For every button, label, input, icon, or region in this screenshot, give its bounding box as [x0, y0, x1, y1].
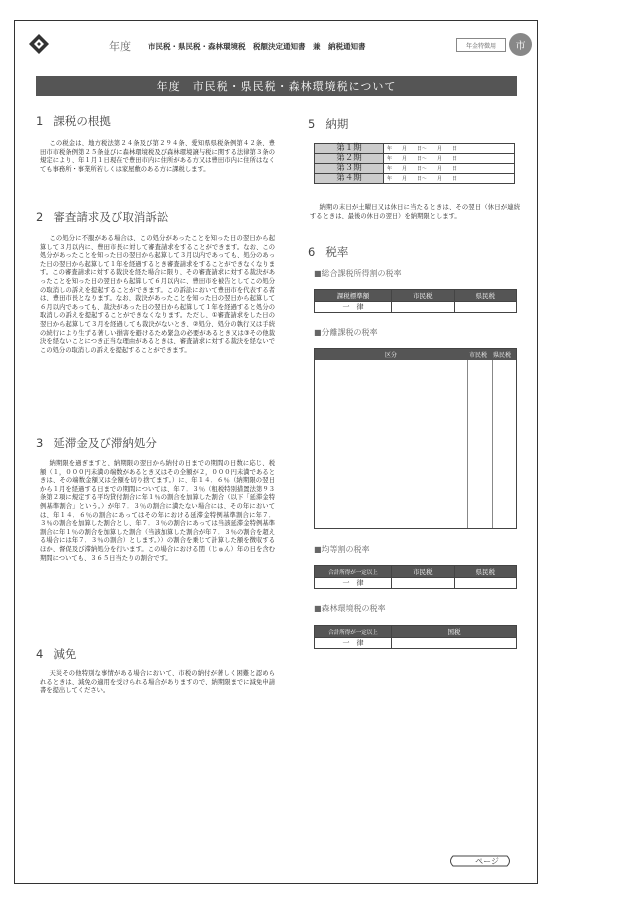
- page-title: 年度 市民税・県民税・森林環境税について: [36, 76, 517, 96]
- kinto-title: ■均等割の税率: [314, 545, 370, 554]
- bunri-rate-table: 区分 市民税 県民税: [314, 348, 517, 529]
- sogo-title: ■総合課税所得割の税率: [314, 269, 402, 278]
- kinto-rate-table: 合計所得が一定以上 市民税 県民税 一 律: [314, 565, 517, 589]
- section-2-title: 2 審査請求及び取消訴訟: [36, 210, 169, 224]
- table-row: 一 律: [315, 578, 517, 589]
- section-1-text: この税金は、地方税法第２４条及び第２９４条、愛知県県税条例第４２条、豊田市市税条例第２５条並びに森林環境税及び森林環境譲与税に関する法律第３条の規定により、年１月１日現在で豊田市内に住所がある方又は豊田市内に住所はなくても事務所・事業所若しくは家屋敷のある方に課税します。: [40, 140, 275, 173]
- shinrin-rate-table: 合計所得が一定以上 国税 一 律: [314, 625, 517, 649]
- payment-period-table: [314, 143, 515, 184]
- header-title: 市民税・県民税・森林環境税 税額決定通知書 兼 納税通知書: [148, 42, 366, 51]
- header-year: 年度: [109, 40, 131, 53]
- section-3-text: 納期限を過ぎますと、納期限の翌日から納付の日までの期間の日数に応じ、税額（１，０００円未満の端数があるとき又はその全額が２，０００円未満であるときは、その端数金額又は全額を切り捨てます。）に、年１４．６％（納期限の翌日から１月を経過する日までの期間については、年７．３％（租税特別措置法第９３条第２項に規定する平均貸付割合に年１％の割合を加算した割合（以下「延滞金特例基準割合」という。）が年７．３％の割合に満たない場合には、その年においては、年１４．６％の割合にあってはその年における延滞金特例基準割合に年７．３％の割合を加算した割合とし、年７．３％の割合にあっては当該延滞金特例基準割合に年１％の割合を加算した割合（当該加算した割合が年７．３％の割合を超える場合には年７．３％の割合）とします。））の割合を乗じて計算した額を徴収するほか、督促及び滞納処分を行います。この場合における閏（じゅん）年の日を含む期間についても、３６５日当たりの割合です。: [40, 460, 275, 562]
- section-6-title: 6 税率: [308, 245, 349, 259]
- pension-badge: 年金特徴用: [456, 38, 506, 52]
- shinrin-title: ■森林環境税の税率: [314, 604, 386, 613]
- city-badge: 市: [509, 33, 532, 56]
- table-row: 一 律: [315, 302, 517, 313]
- section-2-text: この処分に不服がある場合は、この処分があったことを知った日の翌日から起算して３月以内に、豊田市長に対して審査請求をすることができます。なお、この処分があったことを知った日の翌日から起算して３月以内であっても、処分のあった日の翌日から起算して１年を経過するとき審査請求をすることができなくなります。この審査請求に対する裁決を経た場合に限り、その審査請求に対する裁決があったことを知った日の翌日から起算して６月以内に、豊田市を被告としてこの処分の取消しの訴えを提起することができます。この訴訟において豊田市を代表する者は、豊田市長となります。なお、裁決があったことを知った日の翌日から起算して６月以内であっても、裁決があった日の翌日から起算して１年を経過すると処分の取消しの訴えを提起することができなくなります。ただし、①審査請求をした日の翌日から起算して３月を経過しても裁決がないとき、②処分、処分の執行又は手続の続行により生ずる著しい損害を避けるため緊急の必要があるとき又は③その他裁決を経ないことにつき正当な理由があるときは、審査請求に対する裁決を経ないでこの処分の取消しの訴えを提起することができます。: [40, 235, 275, 354]
- table-row: 第３期 年 月 日〜 月 日: [315, 164, 515, 174]
- section-3-title: 3 延滞金及び滞納処分: [36, 436, 157, 450]
- section-4-text: 天災その他特別な事情がある場合において、市税の納付が著しく困難と認められるときは、減免の適用を受けられる場合がありますので、納期限までに減免申請書を提出してください。: [40, 670, 275, 695]
- payment-period-note: 納期の末日が土曜日又は休日に当たるときは、その翌日（休日が連続するときは、最後の休日の翌日）を納期限とします。: [310, 204, 520, 220]
- section-5-title: 5 納期: [308, 117, 349, 131]
- table-row: 第４期 年 月 日〜 月 日: [315, 174, 515, 184]
- sogo-rate-table: 課税標準額 市民税 県民税 一 律: [314, 289, 517, 313]
- section-1-title: 1 課税の根拠: [36, 114, 111, 128]
- table-row: 第１期 年 月 日〜 月 日: [315, 144, 515, 154]
- table-row: 第２期 年 月 日〜 月 日: [315, 154, 515, 164]
- bunri-title: ■分離課税の税率: [314, 328, 378, 337]
- section-4-title: 4 減免: [36, 647, 77, 661]
- table-row: 一 律: [315, 638, 517, 649]
- city-emblem-icon: [28, 33, 50, 55]
- page-number: ページ: [447, 855, 513, 867]
